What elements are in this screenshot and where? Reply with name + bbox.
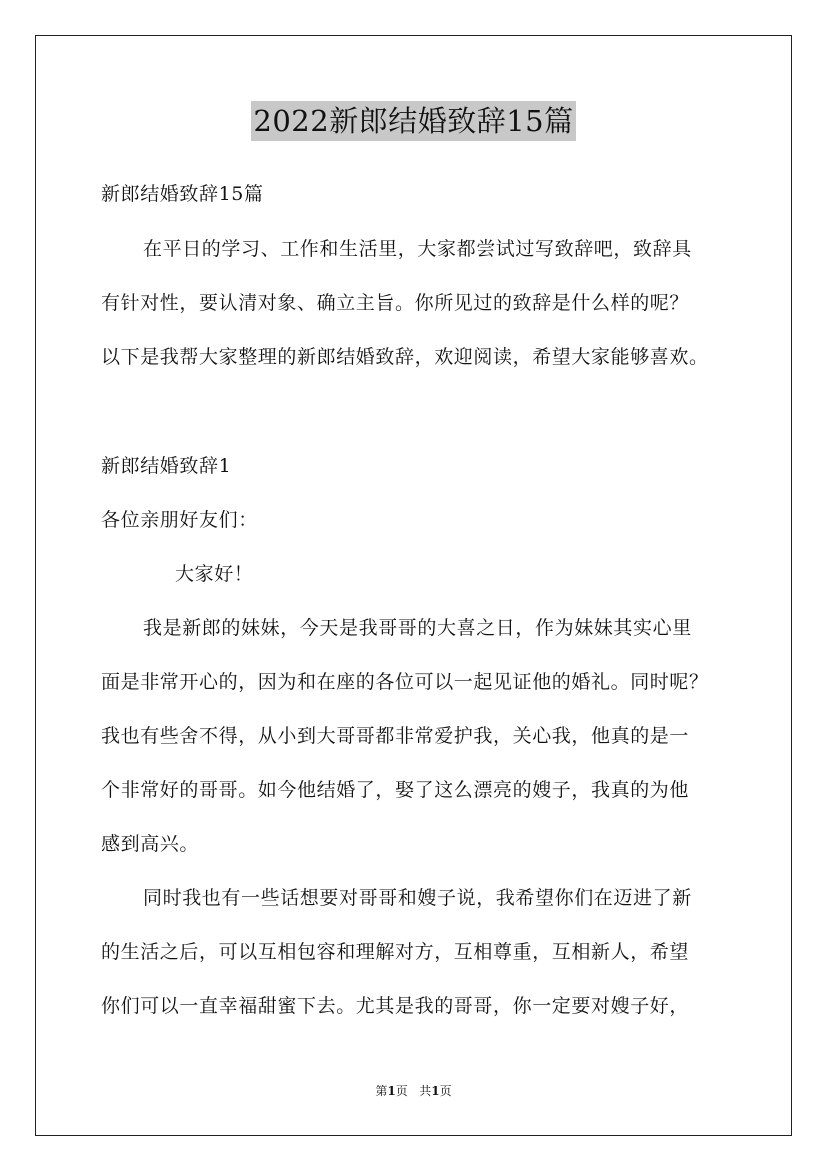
paragraph1-line-1: 我是新郎的妹妹，今天是我哥哥的大喜之日，作为妹妹其实心里	[143, 617, 692, 639]
document-subtitle: 新郎结婚致辞15篇	[101, 183, 264, 205]
page-suffix: 页	[395, 1084, 408, 1098]
paragraph1-line-4: 个非常好的哥哥。如今他结婚了，娶了这么漂亮的嫂子，我真的为他	[101, 779, 690, 801]
paragraph1-line-3: 我也有些舍不得，从小到大哥哥都非常爱护我，关心我，他真的是一	[101, 725, 690, 747]
intro-line-2: 有针对性，要认清对象、确立主旨。你所见过的致辞是什么样的呢？	[101, 292, 690, 314]
section-heading: 新郎结婚致辞1	[101, 455, 232, 477]
page-footer	[0, 1083, 827, 1099]
greeting: 大家好！	[175, 563, 254, 585]
paragraph1-line-5: 感到高兴。	[101, 833, 200, 855]
intro-line-3: 以下是我帮大家整理的新郎结婚致辞，欢迎阅读，希望大家能够喜欢。	[101, 346, 709, 368]
paragraph2-line-1: 同时我也有一些话想要对哥哥和嫂子说，我希望你们在迈进了新	[143, 887, 692, 909]
total-suffix: 页	[439, 1084, 452, 1098]
document-title: 2022新郎结婚致辞15篇	[251, 101, 575, 141]
paragraph2-line-3: 你们可以一直幸福甜蜜下去。尤其是我的哥哥，你一定要对嫂子好，	[101, 995, 690, 1017]
total-prefix: 共	[419, 1084, 432, 1098]
intro-line-1: 在平日的学习、工作和生活里，大家都尝试过写致辞吧，致辞具	[143, 238, 692, 260]
paragraph2-line-2: 的生活之后，可以互相包容和理解对方，互相尊重，互相新人，希望	[101, 941, 690, 963]
salutation: 各位亲朋好友们：	[101, 509, 258, 531]
page-number: 1	[387, 1084, 396, 1098]
title-container	[0, 101, 827, 141]
paragraph1-line-2: 面是非常开心的，因为和在座的各位可以一起见证他的婚礼。同时呢？	[101, 671, 709, 693]
total-pages: 1	[431, 1084, 440, 1098]
page-prefix: 第	[375, 1084, 388, 1098]
